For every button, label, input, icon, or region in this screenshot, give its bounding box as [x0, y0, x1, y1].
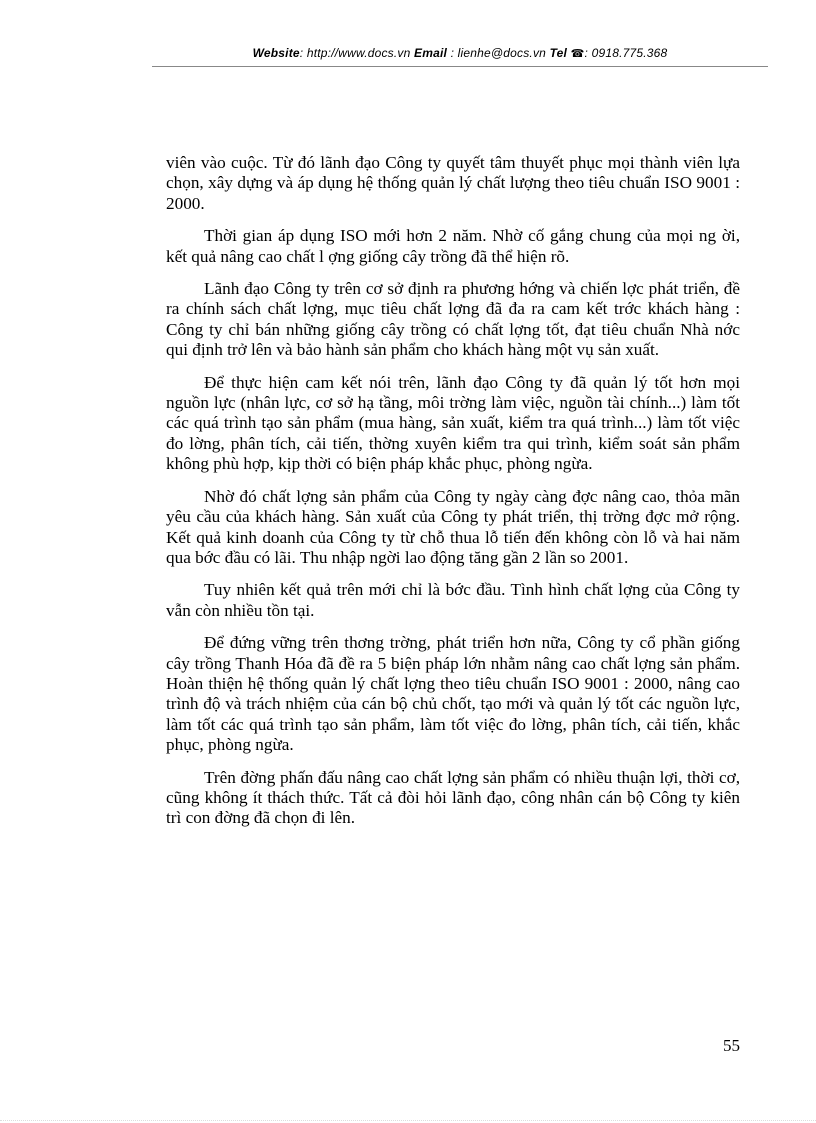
email-value: : lienhe@docs.vn	[450, 46, 547, 60]
paragraph: Thời gian áp dụng ISO mới hơn 2 năm. Nhờ cố gắng chung của mọi ng ời, kết quả nâng cao chất l ợng giống cây trồng đã thể hiện rõ.	[166, 226, 740, 266]
paragraph: Nhờ đó chất lợng sản phẩm của Công ty ngày càng đợc nâng cao, thỏa mãn yêu cầu của khách hàng. Sản xuất của Công ty phát triển, thị trờng đợc mở rộng. Kết quả kinh doanh của Công ty từ chỗ thua lỗ tiến đến không còn lỗ và hai năm qua bớc đầu có lãi. Thu nhập ngời lao động tăng gần 2 lần so 2001.	[166, 486, 740, 567]
website-label: Website	[252, 46, 300, 60]
page-number: 55	[723, 1036, 740, 1055]
tel-value: : 0918.775.368	[584, 46, 668, 60]
telephone-icon: ☎	[570, 48, 585, 60]
paragraph: Trên đờng phấn đấu nâng cao chất lợng sản phẩm có nhiều thuận lợi, thời cơ, cũng không ít thách thức. Tất cả đòi hỏi lãnh đạo, công nhân cán bộ Công ty kiên trì con đờng đã chọn đi lên.	[166, 767, 740, 828]
website-value: : http://www.docs.vn	[299, 46, 411, 60]
tel-label: Tel	[549, 46, 568, 60]
paragraph: Để thực hiện cam kết nói trên, lãnh đạo Công ty đã quản lý tốt hơn mọi nguồn lực (nhân lực, cơ sở hạ tầng, môi trờng làm việc, nguồn tài chính...) làm tốt các quá trình tạo sản phẩm (mua hàng, sản xuất, kiểm tra quá trình...) làm tốt việc đo lờng, phân tích, cải tiến, thờng xuyên kiểm tra qui trình, kiểm soát sản phẩm không phù hợp, kịp thời có biện pháp khắc phục, phòng ngừa.	[166, 372, 740, 474]
document-body	[166, 153, 740, 841]
email-label: Email	[414, 46, 448, 60]
paragraph: viên vào cuộc. Từ đó lãnh đạo Công ty quyết tâm thuyết phục mọi thành viên lựa chọn, xây dựng và áp dụng hệ thống quản lý chất lượng theo tiêu chuẩn ISO 9001 : 2000.	[166, 153, 740, 213]
paragraph: Để đứng vững trên thơng trờng, phát triển hơn nữa, Công ty cổ phần giống cây trồng Thanh Hóa đã đề ra 5 biện pháp lớn nhằm nâng cao chất lợng sản phẩm. Hoàn thiện hệ thống quản lý chất lợng theo tiêu chuẩn ISO 9001 : 2000, nâng cao trình độ và trách nhiệm của cán bộ chủ chốt, tạo mới và quản lý tốt các nguồn lực, làm tốt các quá trình tạo sản phẩm, làm tốt việc đo lờng, phân tích, cải tiến, khắc phục, phòng ngừa.	[166, 633, 740, 755]
paragraph: Lãnh đạo Công ty trên cơ sở định ra phương hớng và chiến lợc phát triển, đề ra chính sách chất lợng, mục tiêu chất lợng đã đa ra cam kết trớc khách hàng : Công ty chỉ bán những giống cây trồng có chất lợng tốt, đạt tiêu chuẩn Nhà nớc qui định trở lên và bảo hành sản phẩm cho khách hàng một vụ sản xuất.	[166, 279, 740, 360]
page-header	[152, 46, 768, 60]
paragraph: Tuy nhiên kết quả trên mới chỉ là bớc đầu. Tình hình chất lợng của Công ty vẫn còn nhiều tồn tại.	[166, 580, 740, 620]
header-divider	[152, 66, 768, 67]
footer-divider	[0, 1120, 816, 1121]
